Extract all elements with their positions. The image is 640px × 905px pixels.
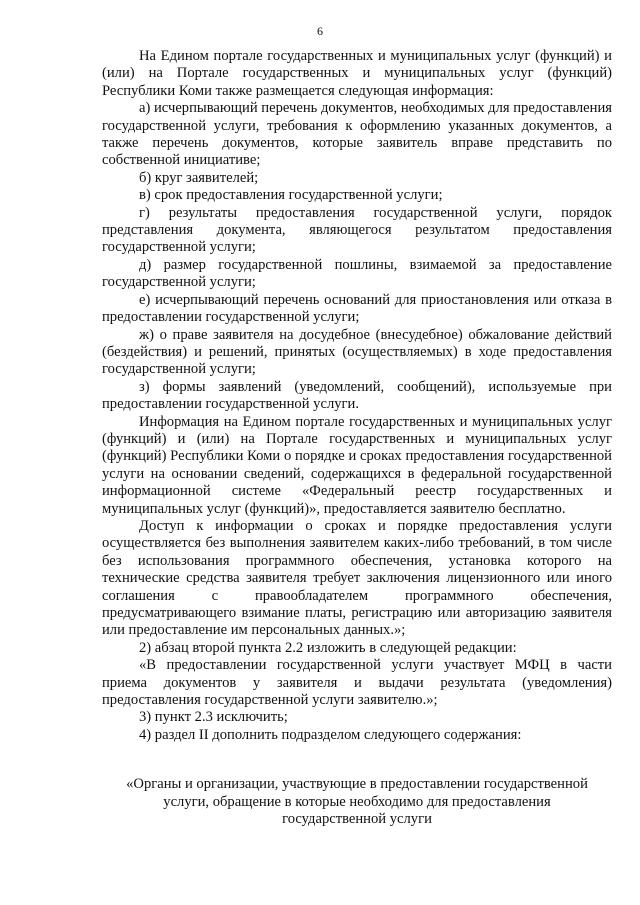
paragraph-item-d: д) размер государственной пошлины, взимаемой за предоставление государственной услуги; — [102, 256, 612, 291]
paragraph-item-v: в) срок предоставления государственной услуги; — [139, 187, 443, 204]
body-text — [102, 48, 612, 744]
paragraph-item-b: б) круг заявителей; — [139, 169, 259, 186]
paragraph-amend-4: 4) раздел II дополнить подразделом следующего содержания: — [139, 726, 522, 743]
heading-line: услуги, обращение в которые необходимо для предоставления — [163, 793, 551, 810]
paragraph-item-e: е) исчерпывающий перечень оснований для приостановления или отказа в предоставлении государственной услуги; — [102, 291, 612, 326]
heading-line: государственной услуги — [282, 811, 432, 828]
paragraph-item-zh: ж) о праве заявителя на досудебное (внесудебное) обжалование действий (бездействия) и решений, принятых (осуществляемых) в ходе предоставления государственной услуги; — [102, 326, 612, 378]
page-number: 6 — [317, 24, 323, 38]
paragraph-mfc: «В предоставлении государственной услуги участвует МФЦ в части приема документов у заявителя и выдачи результата (уведомления) предоставления государственной услуги заявителю.»; — [102, 657, 612, 709]
subsection-heading — [102, 776, 612, 829]
paragraph-item-z: з) формы заявлений (уведомлений, сообщений), используемые при предоставлении государственной услуги. — [102, 378, 612, 413]
paragraph-item-g: г) результаты предоставления государственной услуги, порядок представления документа, являющегося результатом предоставления государственной услуги; — [102, 204, 612, 256]
paragraph-access: Доступ к информации о сроках и порядке предоставления услуги осуществляется без выполнения заявителем каких-либо требований, в том числе без использования программного обеспечения, установка которого на технические средства заявителя требует заключения лицензионного или иного соглашения с правообладателем программного обеспечения, предусматривающего взимание платы, регистрацию или авторизацию заявителя или предоставление им персональных данных.»; — [102, 517, 612, 639]
paragraph-amend-3: 3) пункт 2.3 исключить; — [139, 709, 288, 726]
paragraph-item-a: а) исчерпывающий перечень документов, необходимых для предоставления государственной услуги, требования к оформлению указанных документов, а также перечень документов, которые заявитель вправе представить по собственной инициативе; — [102, 100, 612, 169]
paragraph-info-portal: Информация на Едином портале государственных и муниципальных услуг (функций) и (или) на Портале государственных и муниципальных услуг (функций) Республики Коми о порядке и сроках предоставления государственной услуги на основании сведений, содержащихся в федеральной государственной информационной системе «Федеральный реестр государственных и муниципальных услуг (функций)», предоставляется заявителю бесплатно. — [102, 413, 612, 517]
paragraph-amend-2: 2) абзац второй пункта 2.2 изложить в следующей редакции: — [139, 639, 517, 656]
paragraph-intro: На Едином портале государственных и муниципальных услуг (функций) и (или) на Портале государственных и муниципальных услуг (функций) Республики Коми также размещается следующая информация: — [102, 48, 612, 99]
heading-line: «Органы и организации, участвующие в предоставлении государственной — [126, 776, 588, 792]
